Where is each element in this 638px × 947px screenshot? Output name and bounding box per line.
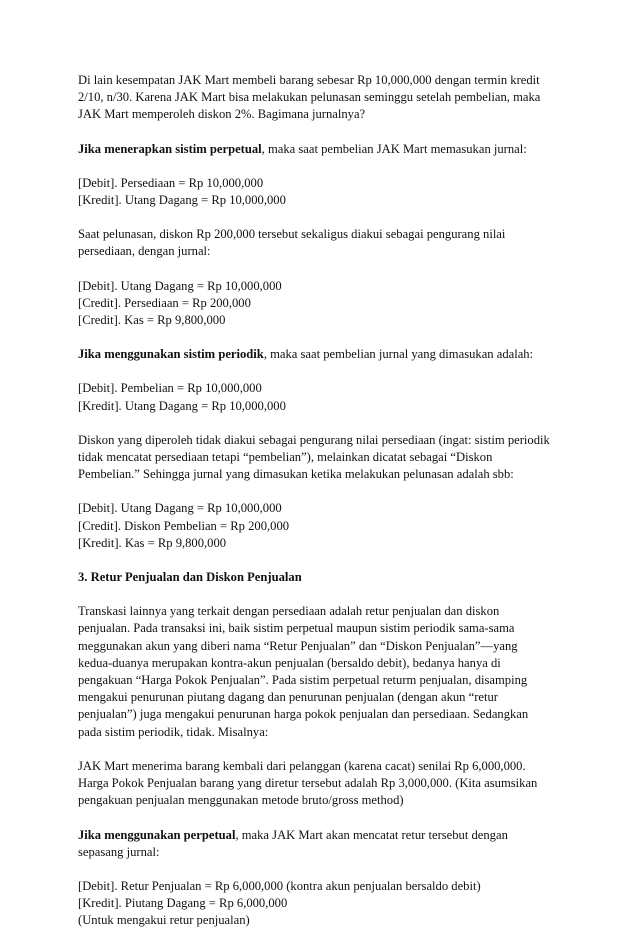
text-line [78, 724, 578, 741]
text-line [78, 72, 578, 89]
text-line [78, 432, 578, 449]
document-body [78, 72, 578, 930]
text-run: , maka saat pembelian JAK Mart memasukan jurnal: [261, 141, 527, 156]
paragraph [78, 603, 578, 741]
text-line [78, 569, 578, 586]
text-run: , maka saat pembelian jurnal yang dimasukan adalah: [263, 347, 534, 362]
text-run: [Credit]. Kas = Rp 9,800,000 [78, 313, 226, 328]
text-line [78, 912, 578, 929]
paragraph [78, 175, 578, 209]
text-line [78, 518, 578, 535]
text-line [78, 878, 578, 895]
document-page [78, 72, 578, 947]
paragraph [78, 346, 578, 363]
text-run: penjualan”) juga mengakui penurunan harga pokok penjualan dan persediaan. Sedangkan [78, 707, 529, 722]
text-line [78, 295, 578, 312]
paragraph [78, 226, 578, 260]
text-run: Diskon yang diperoleh tidak diakui sebagai pengurang nilai persediaan (ingat: sistim periodik [78, 432, 550, 447]
bold-text-run: Jika menggunakan perpetual [78, 827, 236, 842]
text-run: meggunakan akun yang diberi nama “Retur Penjualan” dan “Diskon Penjualan”—yang [78, 638, 518, 653]
text-run: pada sistim periodik, tidak. Misalnya: [78, 724, 269, 739]
paragraph [78, 141, 578, 158]
section-heading [78, 569, 578, 586]
text-line [78, 312, 578, 329]
text-line [78, 620, 578, 637]
text-run: [Kredit]. Utang Dagang = Rp 10,000,000 [78, 193, 286, 208]
bold-text-run: 3. Retur Penjualan dan Diskon Penjualan [78, 570, 302, 585]
text-line [78, 346, 578, 363]
text-run: [Kredit]. Utang Dagang = Rp 10,000,000 [78, 398, 286, 413]
text-line [78, 792, 578, 809]
text-line [78, 758, 578, 775]
paragraph [78, 278, 578, 330]
text-line [78, 380, 578, 397]
text-run: [Kredit]. Piutang Dagang = Rp 6,000,000 [78, 896, 288, 911]
text-line [78, 655, 578, 672]
text-run: [Debit]. Pembelian = Rp 10,000,000 [78, 381, 262, 396]
text-run: mengakui penurunan piutang dagang dan penurunan penjualan (dengan akun “retur [78, 690, 498, 705]
text-line [78, 466, 578, 483]
text-run: JAK Mart menerima barang kembali dari pelanggan (karena cacat) senilai Rp 6,000,000. [78, 758, 526, 773]
text-line [78, 603, 578, 620]
text-line [78, 706, 578, 723]
paragraph [78, 500, 578, 552]
paragraph [78, 827, 578, 861]
text-run: JAK Mart memperoleh diskon 2%. Bagimana jurnalnya? [78, 107, 366, 122]
text-run: persediaan, dengan jurnal: [78, 244, 211, 259]
text-line [78, 141, 578, 158]
text-line [78, 535, 578, 552]
text-run: Di lain kesempatan JAK Mart membeli barang sebesar Rp 10,000,000 dengan termin kredit [78, 73, 540, 87]
text-run: Saat pelunasan, diskon Rp 200,000 tersebut sekaligus diakui sebagai pengurang nilai [78, 227, 506, 242]
text-run: [Debit]. Utang Dagang = Rp 10,000,000 [78, 278, 282, 293]
text-line [78, 500, 578, 517]
text-run: Transkasi lainnya yang terkait dengan persediaan adalah retur penjualan dan diskon [78, 604, 500, 619]
text-line [78, 672, 578, 689]
bold-text-run: Jika menggunakan sistim periodik [78, 347, 264, 362]
text-run: pengakuan “Harga Pokok Penjualan”. Pada sistim perpetual returm penjualan, disamping [78, 673, 528, 688]
text-run: [Debit]. Persediaan = Rp 10,000,000 [78, 175, 264, 190]
text-line [78, 895, 578, 912]
text-run: kedua-duanya merupakan kontra-akun penjualan (bersaldo debit), bedanya hanya di [78, 655, 501, 670]
text-run: [Debit]. Retur Penjualan = Rp 6,000,000 (kontra akun penjualan bersaldo debit) [78, 878, 481, 893]
text-run: penjualan. Pada transaksi ini, baik sistim perpetual maupun sistim periodik sama-sama [78, 621, 515, 636]
text-line [78, 398, 578, 415]
text-run: pengakuan penjualan menggunakan metode bruto/gross method) [78, 793, 404, 808]
text-line [78, 89, 578, 106]
text-line [78, 775, 578, 792]
text-line [78, 226, 578, 243]
text-line [78, 827, 578, 844]
text-run: , maka JAK Mart akan mencatat retur tersebut dengan [235, 827, 508, 842]
text-run: [Credit]. Persediaan = Rp 200,000 [78, 295, 251, 310]
paragraph [78, 380, 578, 414]
text-line [78, 175, 578, 192]
text-run: [Credit]. Diskon Pembelian = Rp 200,000 [78, 518, 290, 533]
paragraph [78, 72, 578, 124]
text-line [78, 638, 578, 655]
paragraph [78, 758, 578, 810]
text-run: [Debit]. Utang Dagang = Rp 10,000,000 [78, 501, 282, 516]
text-line [78, 243, 578, 260]
text-line [78, 449, 578, 466]
text-line [78, 106, 578, 123]
paragraph [78, 432, 578, 484]
text-run: Harga Pokok Penjualan barang yang diretur tersebut adalah Rp 3,000,000. (Kita asumsikan [78, 776, 538, 791]
text-run: 2/10, n/30. Karena JAK Mart bisa melakukan pelunasan seminggu setelah pembelian, maka [78, 90, 541, 105]
text-run: Pembelian.” Sehingga jurnal yang dimasukan ketika melakukan pelunasan adalah sbb: [78, 467, 514, 482]
text-line [78, 844, 578, 861]
text-line [78, 192, 578, 209]
bold-text-run: Jika menerapkan sistim perpetual [78, 141, 262, 156]
text-run: sepasang jurnal: [78, 844, 160, 859]
text-line [78, 278, 578, 295]
paragraph [78, 878, 578, 930]
text-line [78, 689, 578, 706]
text-run: (Untuk mengakui retur penjualan) [78, 913, 250, 928]
text-run: tidak mencatat persediaan tetapi “pembelian”), melainkan dicatat sebagai “Diskon [78, 450, 493, 465]
text-run: [Kredit]. Kas = Rp 9,800,000 [78, 535, 227, 550]
